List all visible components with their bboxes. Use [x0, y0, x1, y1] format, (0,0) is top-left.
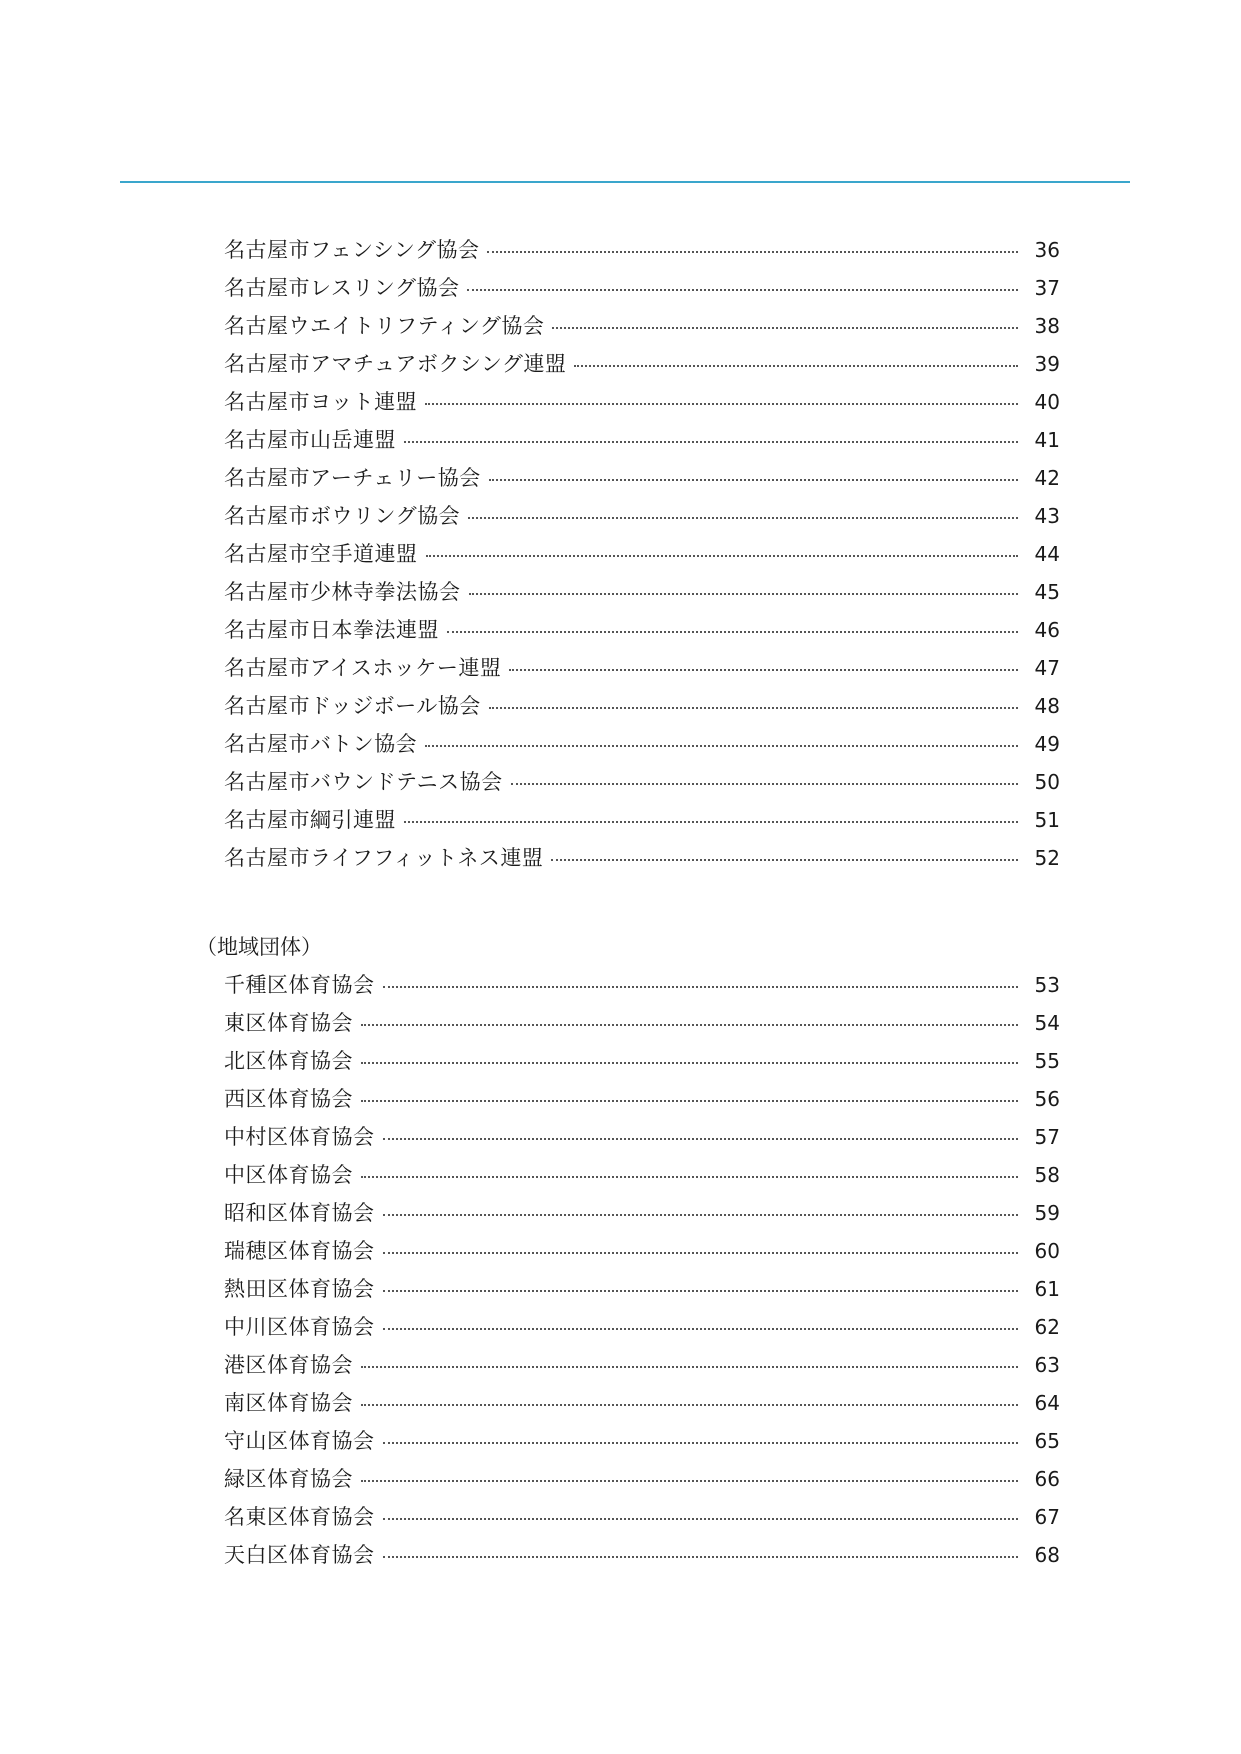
dot-leader [361, 1480, 1018, 1482]
toc-entry-title: 西区体育協会 [224, 1087, 353, 1111]
toc-entry[interactable] [224, 1118, 1060, 1156]
header-rule [120, 181, 1130, 183]
toc-entry-title: 名古屋市レスリング協会 [224, 276, 460, 300]
toc-entry-title: 守山区体育協会 [224, 1429, 375, 1453]
toc-entry-page: 57 [1034, 1125, 1060, 1149]
toc-entry-title: 天白区体育協会 [224, 1543, 375, 1567]
dot-leader [383, 1328, 1019, 1330]
toc-entry-page: 46 [1034, 618, 1060, 642]
toc-entry[interactable] [224, 1498, 1060, 1536]
toc-entry[interactable] [224, 1422, 1060, 1460]
toc-entry-page: 48 [1034, 694, 1060, 718]
toc-entry[interactable] [224, 1042, 1060, 1080]
dot-leader [383, 1556, 1019, 1558]
dot-leader [361, 1366, 1018, 1368]
toc-entry-title: 名古屋市ライフフィットネス連盟 [224, 846, 544, 870]
dot-leader [404, 441, 1018, 443]
toc-entry[interactable] [224, 687, 1060, 725]
toc-entry[interactable] [224, 1232, 1060, 1270]
dot-leader [361, 1404, 1018, 1406]
dot-leader [509, 669, 1018, 671]
toc-entry-title: 名古屋市日本拳法連盟 [224, 618, 439, 642]
dot-leader [383, 1518, 1019, 1520]
toc-entry[interactable] [224, 231, 1060, 269]
toc-entry[interactable] [224, 459, 1060, 497]
toc-entry-title: 南区体育協会 [224, 1391, 353, 1415]
toc-entry-title: 名古屋市綱引連盟 [224, 808, 396, 832]
toc-entry-page: 67 [1034, 1505, 1060, 1529]
toc-entry[interactable] [224, 573, 1060, 611]
dot-leader [383, 1252, 1019, 1254]
toc-entry-page: 60 [1034, 1239, 1060, 1263]
toc-entry-page: 38 [1034, 314, 1060, 338]
toc-entry-page: 40 [1034, 390, 1060, 414]
toc-entry[interactable] [224, 1460, 1060, 1498]
toc-entry-title: 瑞穂区体育協会 [224, 1239, 375, 1263]
toc-entry-title: 名古屋市ドッジボール協会 [224, 694, 481, 718]
dot-leader [469, 593, 1019, 595]
dot-leader [574, 365, 1018, 367]
dot-leader [552, 327, 1018, 329]
toc-entry-page: 37 [1034, 276, 1060, 300]
dot-leader [361, 1024, 1018, 1026]
toc-entry[interactable] [224, 1346, 1060, 1384]
toc-entry[interactable] [224, 839, 1060, 877]
toc-entry-title: 中川区体育協会 [224, 1315, 375, 1339]
dot-leader [383, 1290, 1019, 1292]
dot-leader [426, 555, 1019, 557]
toc-entry-title: 名古屋市山岳連盟 [224, 428, 396, 452]
toc-entry-page: 53 [1034, 973, 1060, 997]
dot-leader [489, 707, 1018, 709]
toc-entry-page: 66 [1034, 1467, 1060, 1491]
toc-entry[interactable] [224, 269, 1060, 307]
toc-entry-page: 49 [1034, 732, 1060, 756]
dot-leader [383, 1442, 1019, 1444]
toc-entry[interactable] [224, 725, 1060, 763]
dot-leader [551, 859, 1018, 861]
toc-entry-title: 名古屋市バトン協会 [224, 732, 418, 756]
toc-entry-title: 東区体育協会 [224, 1011, 353, 1035]
toc-entry[interactable] [224, 421, 1060, 459]
toc-entry[interactable] [224, 763, 1060, 801]
toc-entry-title: 名東区体育協会 [224, 1505, 375, 1529]
toc-entry-page: 44 [1034, 542, 1060, 566]
toc-entry-page: 47 [1034, 656, 1060, 680]
dot-leader [383, 986, 1019, 988]
dot-leader [383, 1138, 1019, 1140]
toc-entry-page: 55 [1034, 1049, 1060, 1073]
toc-entry[interactable] [224, 307, 1060, 345]
toc-entry-title: 名古屋市フェンシング協会 [224, 238, 480, 262]
toc-entry[interactable] [224, 801, 1060, 839]
toc-entry-page: 64 [1034, 1391, 1060, 1415]
dot-leader [447, 631, 1018, 633]
toc-entry-title: 名古屋ウエイトリフティング協会 [224, 314, 545, 338]
toc-entry[interactable] [224, 535, 1060, 573]
toc-entry-title: 名古屋市少林寺拳法協会 [224, 580, 461, 604]
dot-leader [467, 289, 1018, 291]
toc-entry[interactable] [224, 1004, 1060, 1042]
dot-leader [361, 1062, 1018, 1064]
toc-entry-title: 名古屋市空手道連盟 [224, 542, 418, 566]
dot-leader [361, 1176, 1018, 1178]
dot-leader [361, 1100, 1018, 1102]
dot-leader [425, 745, 1018, 747]
toc-entry-page: 56 [1034, 1087, 1060, 1111]
toc-entry-title: 名古屋市アマチュアボクシング連盟 [224, 352, 567, 376]
toc-entry-title: 昭和区体育協会 [224, 1201, 375, 1225]
toc-entry[interactable] [224, 1270, 1060, 1308]
toc-entry-title: 緑区体育協会 [224, 1467, 353, 1491]
toc-entry-page: 36 [1034, 238, 1060, 262]
dot-leader [468, 517, 1018, 519]
dot-leader [487, 251, 1018, 253]
toc-entry-title: 名古屋市ヨット連盟 [224, 390, 418, 414]
toc-entry-page: 61 [1034, 1277, 1060, 1301]
toc-entry-page: 62 [1034, 1315, 1060, 1339]
toc-entry[interactable] [224, 345, 1060, 383]
toc-entry-page: 54 [1034, 1011, 1060, 1035]
dot-leader [425, 403, 1018, 405]
toc-entry-title: 名古屋市アイスホッケー連盟 [224, 656, 502, 680]
toc-entry-page: 51 [1034, 808, 1060, 832]
toc-entry[interactable] [224, 497, 1060, 535]
section-heading-regional: （地域団体） [196, 935, 322, 959]
toc-entry[interactable] [224, 966, 1060, 1004]
toc-entry-title: 名古屋市アーチェリー協会 [224, 466, 481, 490]
toc-entry[interactable] [224, 1536, 1060, 1574]
toc-entry-page: 63 [1034, 1353, 1060, 1377]
toc-entry-page: 39 [1034, 352, 1060, 376]
dot-leader [383, 1214, 1019, 1216]
toc-entry-page: 50 [1034, 770, 1060, 794]
toc-entry-page: 58 [1034, 1163, 1060, 1187]
toc-entry-page: 59 [1034, 1201, 1060, 1225]
toc-entry-title: 中村区体育協会 [224, 1125, 375, 1149]
toc-entry[interactable] [224, 1156, 1060, 1194]
toc-entry-page: 41 [1034, 428, 1060, 452]
dot-leader [404, 821, 1018, 823]
toc-entry[interactable] [224, 611, 1060, 649]
toc-entry-page: 43 [1034, 504, 1060, 528]
toc-entry-title: 千種区体育協会 [224, 973, 375, 997]
toc-entry-title: 港区体育協会 [224, 1353, 353, 1377]
toc-entry-title: 北区体育協会 [224, 1049, 353, 1073]
toc-entry[interactable] [224, 1194, 1060, 1232]
toc-entry-page: 68 [1034, 1543, 1060, 1567]
toc-entry[interactable] [224, 1384, 1060, 1422]
toc-entry-page: 65 [1034, 1429, 1060, 1453]
toc-entry-page: 45 [1034, 580, 1060, 604]
toc-entry-title: 名古屋市ボウリング協会 [224, 504, 461, 528]
toc-entry-page: 52 [1034, 846, 1060, 870]
toc-entry-title: 名古屋市バウンドテニス協会 [224, 770, 503, 794]
toc-entry-title: 中区体育協会 [224, 1163, 353, 1187]
dot-leader [511, 783, 1018, 785]
toc-entry[interactable] [224, 383, 1060, 421]
toc-entry[interactable] [224, 1080, 1060, 1118]
toc-entry[interactable] [224, 649, 1060, 687]
toc-entry[interactable] [224, 1308, 1060, 1346]
toc-entry-page: 42 [1034, 466, 1060, 490]
dot-leader [489, 479, 1018, 481]
toc-entry-title: 熱田区体育協会 [224, 1277, 375, 1301]
